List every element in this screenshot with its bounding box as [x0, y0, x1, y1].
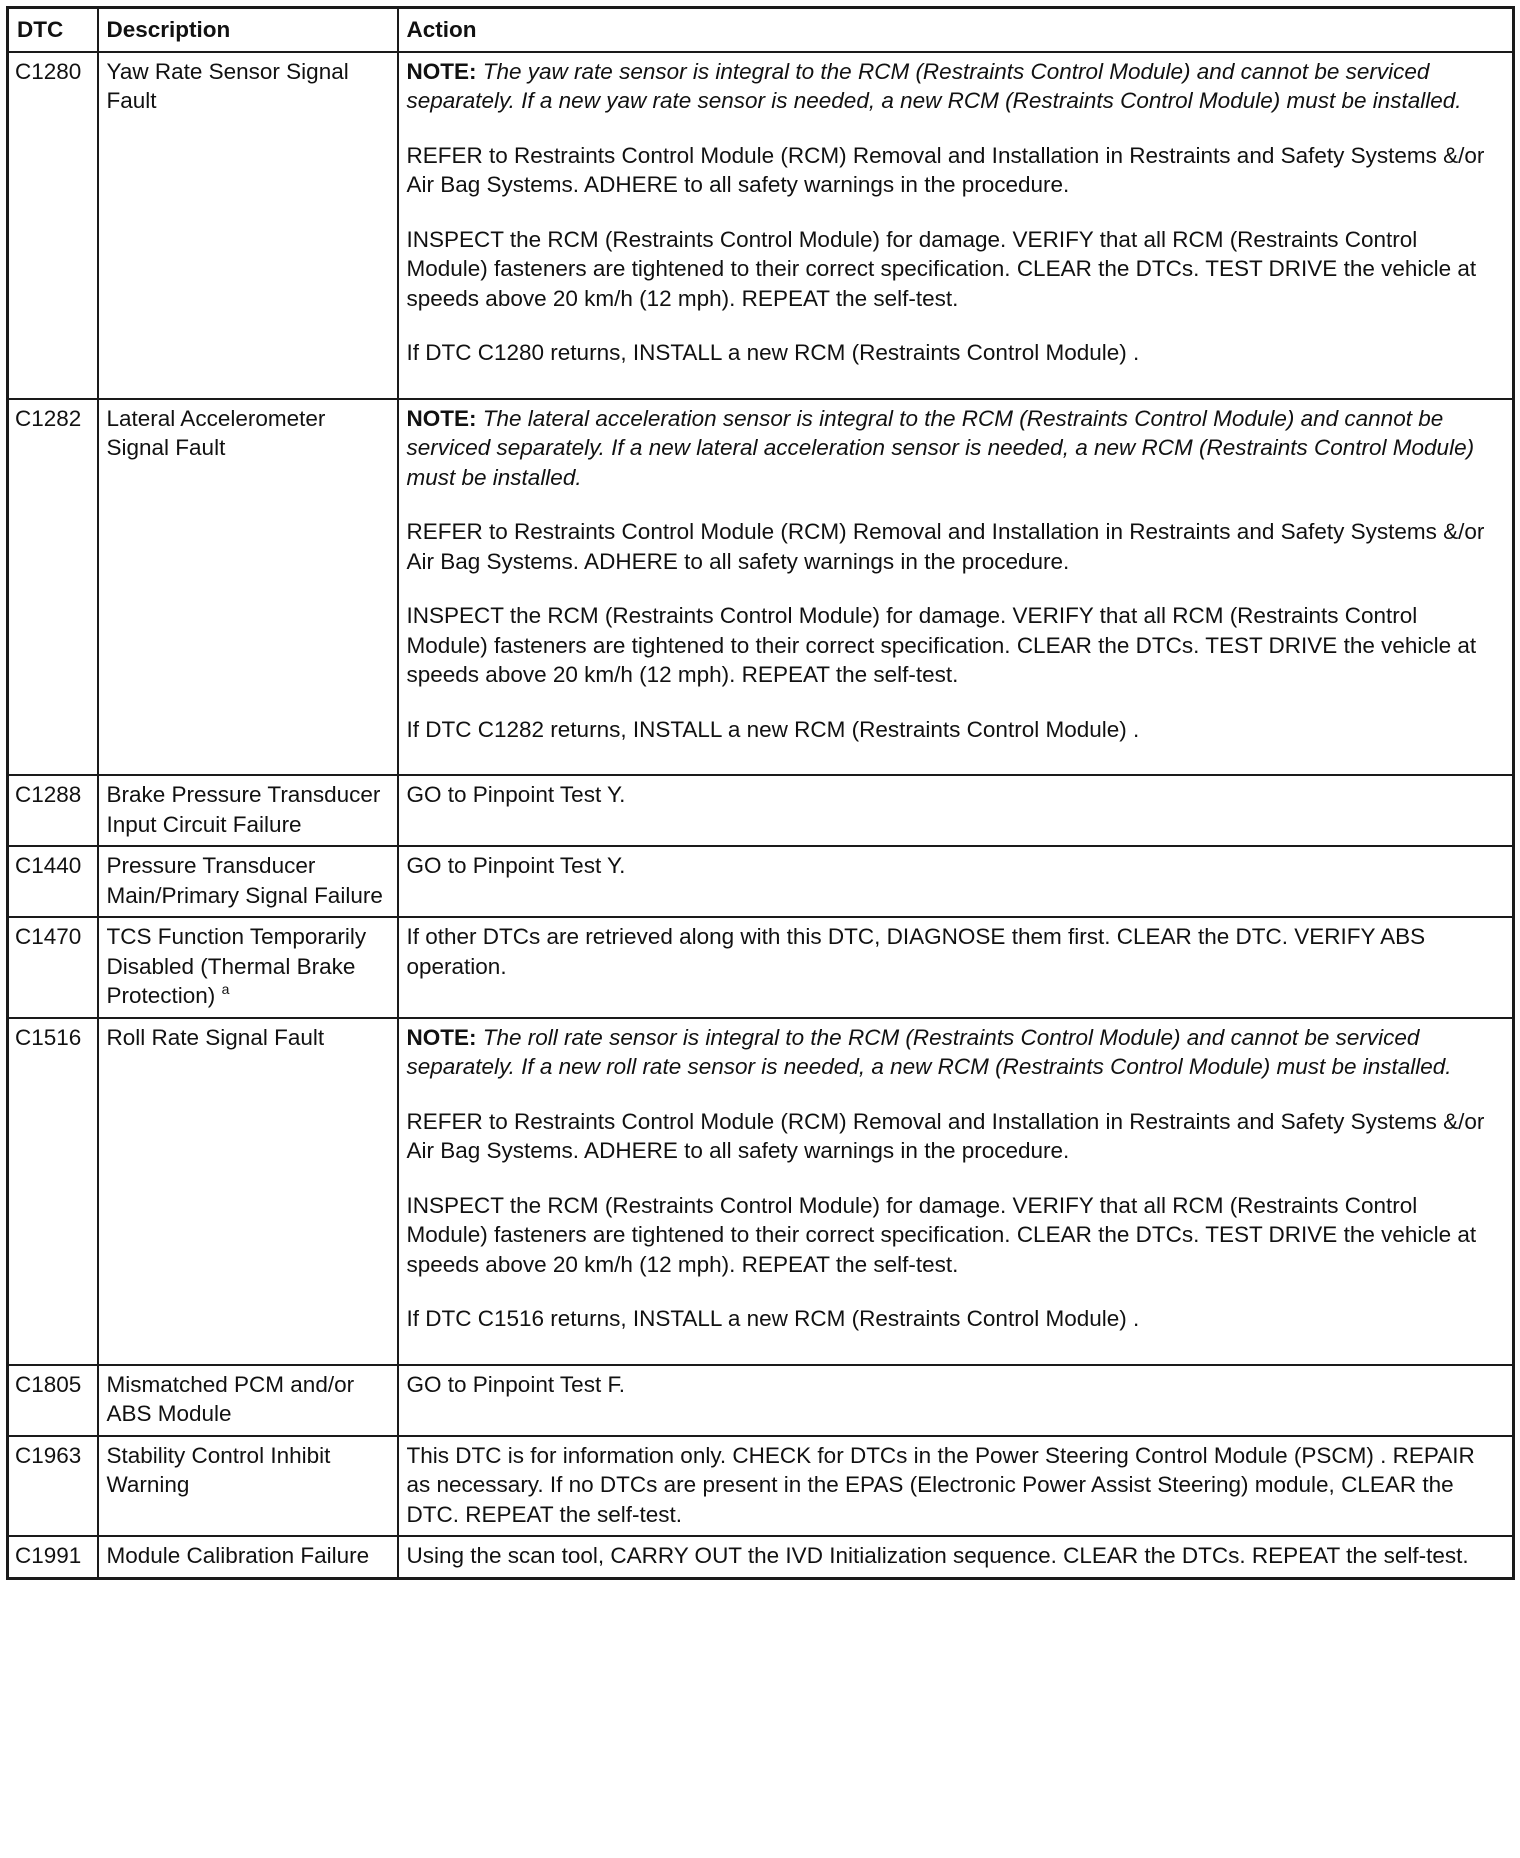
footnote-marker: a	[221, 981, 230, 997]
action-paragraph: INSPECT the RCM (Restraints Control Module) for damage. VERIFY that all RCM (Restraints Control Module) fasteners are tightened to their correct specification. CLEAR the DTCs. TEST DRIVE the vehicle at speeds above 20 km/h (12 mph). REPEAT the self-test.	[406, 603, 1477, 687]
dtc-code: C1470	[8, 917, 98, 1018]
dtc-action	[398, 917, 1514, 1018]
description-text: TCS Function Temporarily Disabled (Thermal Brake Protection)	[106, 924, 367, 1008]
action-paragraph: GO to Pinpoint Test Y.	[406, 782, 626, 807]
table-row	[8, 917, 1514, 1018]
dtc-description	[98, 917, 398, 1018]
dtc-description: Yaw Rate Sensor Signal Fault	[98, 52, 398, 399]
dtc-table	[6, 6, 1515, 1580]
table-header-row	[8, 8, 1514, 52]
dtc-code: C1805	[8, 1365, 98, 1436]
action-paragraph: GO to Pinpoint Test Y.	[406, 853, 626, 878]
dtc-action	[398, 52, 1514, 399]
dtc-code: C1963	[8, 1436, 98, 1537]
dtc-description: Pressure Transducer Main/Primary Signal Failure	[98, 846, 398, 917]
dtc-code: C1280	[8, 52, 98, 399]
action-paragraph: INSPECT the RCM (Restraints Control Module) for damage. VERIFY that all RCM (Restraints Control Module) fasteners are tightened to their correct specification. CLEAR the DTCs. TEST DRIVE the vehicle at speeds above 20 km/h (12 mph). REPEAT the self-test.	[406, 1192, 1477, 1277]
table-row	[8, 1436, 1514, 1537]
action-paragraph: GO to Pinpoint Test F.	[406, 1371, 625, 1397]
action-paragraph: REFER to Restraints Control Module (RCM) Removal and Installation in Restraints and Safety Systems &/or Air Bag Systems. ADHERE to all safety warnings in the procedure.	[406, 1108, 1485, 1163]
dtc-description: Stability Control Inhibit Warning	[98, 1436, 398, 1537]
dtc-action	[398, 1536, 1514, 1578]
action-paragraph: REFER to Restraints Control Module (RCM) Removal and Installation in Restraints and Safety Systems &/or Air Bag Systems. ADHERE to all safety warnings in the procedure.	[406, 519, 1485, 574]
dtc-code: C1991	[8, 1536, 98, 1578]
note-text: The roll rate sensor is integral to the RCM (Restraints Control Module) and cannot be serviced separately. If a new roll rate sensor is needed, a new RCM (Restraints Control Module) must be installed.	[406, 1024, 1452, 1079]
dtc-action	[398, 775, 1514, 846]
action-paragraph: INSPECT the RCM (Restraints Control Module) for damage. VERIFY that all RCM (Restraints Control Module) fasteners are tightened to their correct specification. CLEAR the DTCs. TEST DRIVE the vehicle at speeds above 20 km/h (12 mph). REPEAT the self-test.	[406, 226, 1477, 311]
dtc-description: Lateral Accelerometer Signal Fault	[98, 399, 398, 776]
dtc-action	[398, 1436, 1514, 1537]
note-paragraph	[407, 404, 1505, 493]
note-text: The yaw rate sensor is integral to the RCM (Restraints Control Module) and cannot be serviced separately. If a new yaw rate sensor is needed, a new RCM (Restraints Control Module) must be installed.	[406, 58, 1462, 113]
note-label: NOTE:	[406, 405, 477, 431]
note-label: NOTE:	[406, 1024, 477, 1050]
dtc-code: C1282	[8, 399, 98, 776]
dtc-action	[398, 399, 1514, 776]
dtc-description: Module Calibration Failure	[98, 1536, 398, 1578]
header-action: Action	[398, 8, 1514, 52]
dtc-action	[398, 1365, 1514, 1436]
table-row	[8, 399, 1514, 776]
note-paragraph	[407, 57, 1505, 116]
note-paragraph	[407, 1023, 1505, 1082]
header-dtc: DTC	[8, 8, 98, 52]
table-row	[8, 846, 1514, 917]
header-description: Description	[98, 8, 398, 52]
dtc-description: Roll Rate Signal Fault	[98, 1018, 398, 1365]
table-row	[8, 1018, 1514, 1365]
note-label: NOTE:	[406, 58, 477, 84]
action-paragraph: If DTC C1280 returns, INSTALL a new RCM (Restraints Control Module) .	[406, 340, 1140, 365]
action-paragraph: REFER to Restraints Control Module (RCM) Removal and Installation in Restraints and Safety Systems &/or Air Bag Systems. ADHERE to all safety warnings in the procedure.	[406, 142, 1485, 197]
action-paragraph: If DTC C1516 returns, INSTALL a new RCM (Restraints Control Module) .	[406, 1306, 1140, 1331]
document-page	[6, 6, 1512, 1580]
action-paragraph: If other DTCs are retrieved along with this DTC, DIAGNOSE them first. CLEAR the DTC. VERIFY ABS operation.	[406, 924, 1426, 979]
action-paragraph: This DTC is for information only. CHECK for DTCs in the Power Steering Control Module (PSCM) . REPAIR as necessary. If no DTCs are present in the EPAS (Electronic Power Assist Steering) module, CLEAR the DTC. REPEAT the self-test.	[406, 1442, 1475, 1527]
dtc-action	[398, 1018, 1514, 1365]
dtc-description: Mismatched PCM and/or ABS Module	[98, 1365, 398, 1436]
table-row	[8, 775, 1514, 846]
note-text: The lateral acceleration sensor is integral to the RCM (Restraints Control Module) and cannot be serviced separately. If a new lateral acceleration sensor is needed, a new RCM (Restraints Control Module) must be installed.	[406, 405, 1475, 490]
dtc-code: C1516	[8, 1018, 98, 1365]
action-paragraph: Using the scan tool, CARRY OUT the IVD Initialization sequence. CLEAR the DTCs. REPEAT the self-test.	[406, 1543, 1469, 1568]
table-row	[8, 1536, 1514, 1578]
dtc-code: C1440	[8, 846, 98, 917]
table-row	[8, 1365, 1514, 1436]
action-paragraph: If DTC C1282 returns, INSTALL a new RCM (Restraints Control Module) .	[406, 716, 1140, 742]
dtc-description: Brake Pressure Transducer Input Circuit Failure	[98, 775, 398, 846]
dtc-code: C1288	[8, 775, 98, 846]
dtc-action	[398, 846, 1514, 917]
table-row	[8, 52, 1514, 399]
